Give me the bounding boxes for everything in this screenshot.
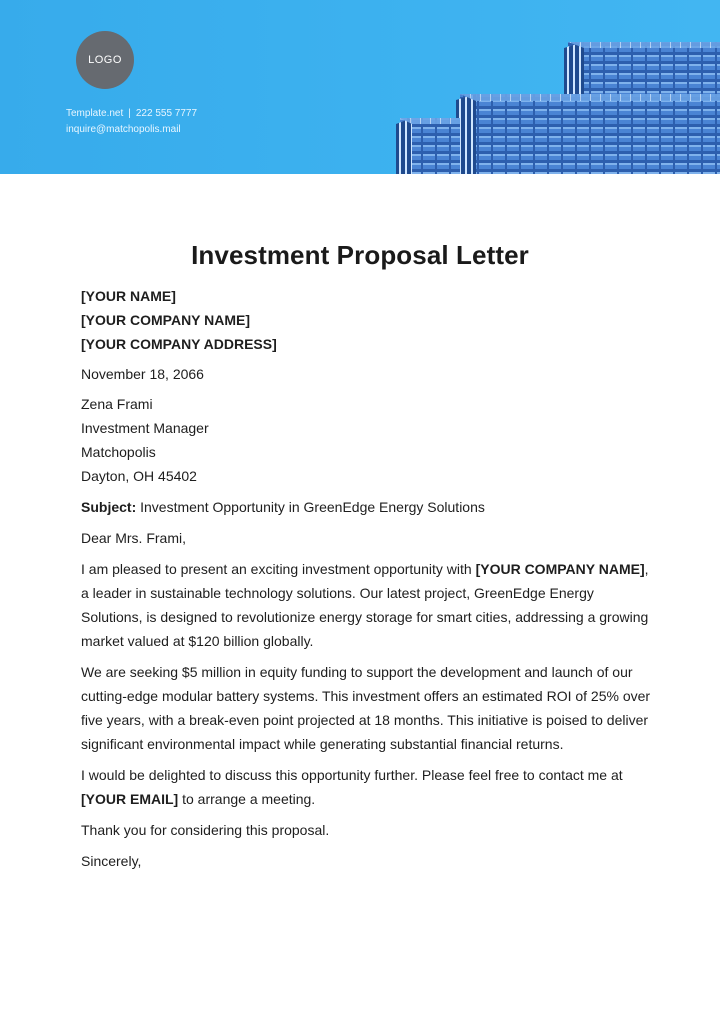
paragraph-intro-after: , a leader in sustainable technology solutions. Our latest project, GreenEdge Energy Solutions, is designed to revolutionize energy storage for smart cities, addressing a growing market valued at $120 billion globally. [81,561,649,649]
paragraph-intro [81,557,651,653]
subject-text: Investment Opportunity in GreenEdge Energy Solutions [136,499,485,515]
phone-text: 222 555 7777 [135,108,198,119]
email-placeholder: [YOUR EMAIL] [81,791,179,807]
recipient-company: Matchopolis [81,444,156,460]
paragraph-contact-before: I would be delighted to discuss this opportunity further. Please feel free to contact me at [81,767,623,783]
sender-address: [YOUR COMPANY ADDRESS] [81,336,277,352]
letter-date: November 18, 2066 [81,366,204,382]
contact-info [66,106,197,138]
salutation: Dear Mrs. Frami, [81,530,186,546]
recipient-city: Dayton, OH 45402 [81,468,197,484]
contact-separator: | [128,108,131,119]
paragraph-contact [81,763,651,811]
building-front [396,118,460,174]
recipient-title: Investment Manager [81,420,209,436]
sender-name: [YOUR NAME] [81,288,176,304]
subject-line [81,495,651,519]
paragraph-contact-after: to arrange a meeting. [178,791,316,807]
sender-block [81,284,651,356]
logo-text: LOGO [88,54,122,66]
document-title: Investment Proposal Letter [191,240,529,270]
paragraph-funding: We are seeking $5 million in equity funding to support the development and launch of our cutting-edge modular battery systems. This investment offers an estimated ROI of 25% over five years, with a break-even point projected at 18 months. This initiative is poised to deliver significant environmental impact while generating substantial financial returns. [81,664,651,752]
logo [76,31,134,89]
letter-body [81,284,651,873]
sender-company: [YOUR COMPANY NAME] [81,312,251,328]
paragraph-intro-before: I am pleased to present an exciting investment opportunity with [81,561,476,577]
building-graphic [380,0,720,174]
recipient-block [81,392,651,488]
contact-line-1 [66,106,197,122]
email-text: inquire@matchopolis.mail [66,124,181,135]
letterhead-header [0,0,720,174]
closing-line: Sincerely, [81,853,142,869]
recipient-name: Zena Frami [81,396,153,412]
building-middle [456,94,720,174]
thanks-line: Thank you for considering this proposal. [81,822,330,838]
subject-label: Subject: [81,499,137,515]
website-text: Template.net [66,108,124,119]
company-placeholder: [YOUR COMPANY NAME] [475,561,645,577]
